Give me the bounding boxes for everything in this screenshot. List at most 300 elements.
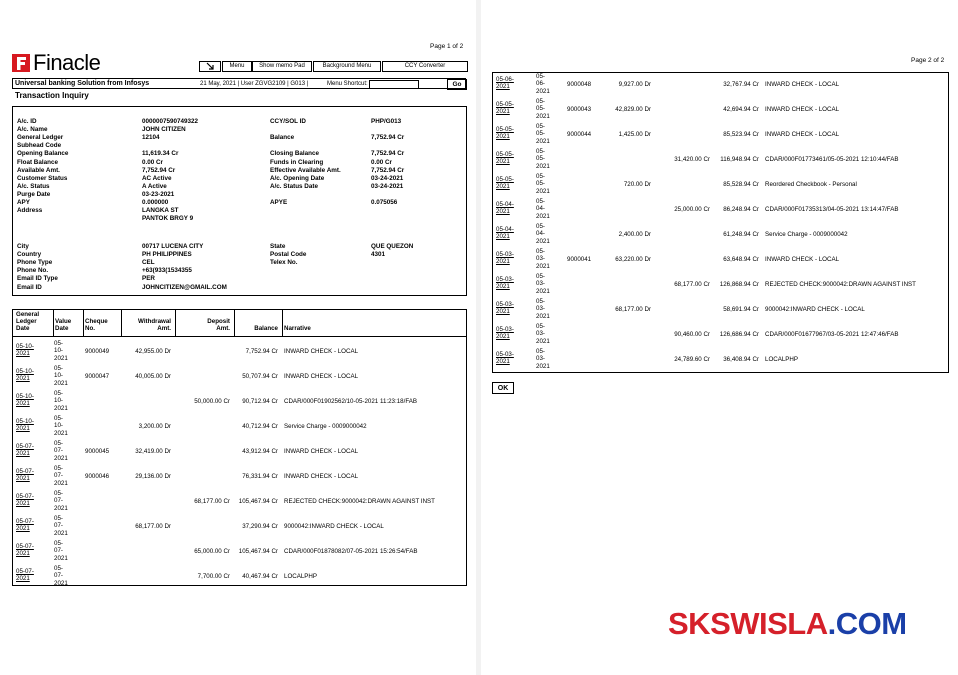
value-date: 2021 [54, 529, 68, 537]
field-label: Postal Code [270, 251, 307, 259]
withdrawal-amount: 3,200.00 Dr [138, 423, 171, 430]
table-row [493, 222, 948, 247]
field-label: APY [17, 199, 30, 206]
table-row [13, 414, 466, 439]
field-value: CEL [142, 259, 155, 267]
field-label: Email ID [17, 283, 42, 291]
narrative: LOCALPHP [284, 573, 318, 580]
arrow-button[interactable] [199, 61, 221, 72]
field-label: Subhead Code [17, 142, 62, 150]
watermark-part-2: .COM [827, 606, 907, 641]
value-date: 10- [54, 397, 63, 405]
narrative: INWARD CHECK - LOCAL [284, 373, 359, 380]
narrative: CDAR/000F01735313/04-05-2021 13:14:47/FAB [765, 206, 899, 213]
cheque-number: 9000047 [85, 373, 110, 380]
menu-shortcut-input[interactable] [369, 80, 419, 89]
narrative: INWARD CHECK - LOCAL [765, 81, 840, 88]
balance-amount: 105,467.94 Cr [238, 498, 278, 505]
value-date: 05- [54, 540, 63, 547]
gl-date-link[interactable]: 05-10- [16, 418, 34, 425]
withdrawal-amount: 32,419.00 Dr [135, 448, 171, 455]
value-date: 07- [54, 497, 63, 505]
field-label: A/c. Status Date [270, 182, 318, 190]
field-value: 00717 LUCENA CITY [142, 243, 204, 250]
field-label: Phone No. [17, 267, 49, 275]
gl-date-link[interactable]: 05-03- [496, 351, 514, 358]
balance-amount: 40,467.94 Cr [242, 573, 278, 580]
table-row [13, 464, 466, 489]
value-date: 05- [536, 130, 545, 138]
value-date: 05- [536, 155, 545, 163]
gl-date-link[interactable]: 05-07- [16, 443, 34, 450]
table-row [13, 364, 466, 389]
balance-amount: 63,648.94 Cr [723, 256, 759, 263]
gl-date-link[interactable]: 05-06- [496, 76, 514, 83]
narrative: INWARD CHECK - LOCAL [284, 473, 359, 480]
value-date: 05- [536, 273, 545, 280]
value-date: 05- [54, 565, 63, 572]
gl-date-link[interactable]: 2021 [496, 133, 510, 140]
gl-date-link[interactable]: 05-04- [496, 201, 514, 208]
narrative: LOCALPHP [765, 356, 799, 363]
watermark-part-1: SKSWISLA [668, 606, 828, 641]
account-details-panel [12, 106, 467, 296]
menu-button[interactable]: Menu [222, 61, 252, 72]
column-header-narrative: Narrative [284, 325, 311, 332]
field-value: PER [142, 275, 155, 283]
gl-date-link[interactable]: 2021 [16, 425, 30, 432]
table-row [493, 122, 948, 147]
gl-date-link[interactable]: 2021 [496, 233, 510, 240]
value-date: 2021 [536, 212, 550, 220]
value-date: 05- [54, 465, 63, 472]
column-divider [83, 310, 84, 336]
gl-date-link[interactable]: 2021 [496, 83, 510, 90]
field-value: JOHNCITIZEN@GMAIL.COM [142, 283, 227, 291]
gl-date-link[interactable]: 2021 [496, 108, 510, 115]
narrative: REJECTED CHECK:9000042:DRAWN AGAINST INST [284, 498, 435, 505]
menu-shortcut-label: Menu Shortcut: [327, 81, 368, 87]
ccy-converter-button[interactable]: CCY Converter [382, 61, 468, 72]
table-row [493, 172, 948, 197]
narrative: INWARD CHECK - LOCAL [765, 256, 840, 263]
value-date: 05- [54, 365, 63, 372]
withdrawal-amount: 1,425.00 Dr [618, 131, 651, 138]
table-row [493, 322, 948, 347]
transactions-table-page-1 [12, 309, 467, 586]
gl-date-link[interactable]: 05-03- [496, 276, 514, 283]
withdrawal-amount: 63,220.00 Dr [615, 256, 651, 263]
column-header-value-date: Value [55, 318, 72, 325]
value-date: 03- [536, 280, 545, 288]
statement-page-1 [0, 0, 476, 675]
gl-date-link[interactable]: 2021 [16, 375, 30, 382]
value-date: 07- [54, 472, 63, 480]
field-label: Available Amt. [17, 166, 60, 174]
field-label: A/c. Status [17, 182, 50, 190]
field-value: 03-23-2021 [142, 190, 175, 198]
show-memo-pad-button[interactable]: Show memo Pad [252, 61, 312, 72]
narrative: INWARD CHECK - LOCAL [765, 106, 840, 113]
table-row [493, 247, 948, 272]
table-row [493, 72, 948, 97]
table-row [13, 339, 466, 364]
field-value: 0.00 Cr [142, 158, 164, 166]
field-label: Purge Date [17, 190, 51, 198]
go-button[interactable]: Go [447, 79, 467, 90]
gl-date-link[interactable]: 2021 [496, 283, 510, 290]
balance-amount: 58,691.94 Cr [723, 306, 759, 313]
balance-amount: 43,912.94 Cr [242, 448, 278, 455]
value-date: 2021 [54, 554, 68, 562]
cheque-number: 9000044 [567, 131, 592, 138]
field-label: Funds in Clearing [270, 158, 324, 166]
field-label: Closing Balance [270, 150, 319, 158]
value-date: 05- [536, 105, 545, 113]
field-label: Telex No. [270, 259, 298, 267]
tagline: Universal banking Solution from Infosys [15, 80, 150, 87]
cheque-number: 9000043 [567, 106, 592, 113]
column-header-gl-date: Date [16, 325, 30, 332]
gl-date-link[interactable]: 05-03- [496, 301, 514, 308]
table-row [493, 347, 948, 372]
field-label: APYE [270, 199, 288, 206]
balance-amount: 85,528.94 Cr [723, 181, 759, 188]
gl-date-link[interactable]: 05-03- [496, 251, 514, 258]
statement-page-2 [481, 0, 958, 675]
column-divider [175, 310, 176, 336]
gl-date-link[interactable]: 2021 [16, 575, 30, 582]
gl-date-link[interactable]: 2021 [496, 208, 510, 215]
gl-date-link[interactable]: 05-07- [16, 518, 34, 525]
balance-amount: 126,686.94 Cr [719, 331, 759, 338]
field-value: LANGKA ST [142, 207, 179, 215]
value-date: 05- [536, 180, 545, 188]
narrative: Service Charge - 0009000042 [284, 423, 367, 430]
value-date: 03- [536, 330, 545, 338]
cheque-number: 9000049 [85, 348, 110, 355]
table-row [13, 539, 466, 564]
gl-date-link[interactable]: 05-07- [16, 468, 34, 475]
header-divider [13, 336, 466, 337]
narrative: CDAR/000F01878082/07-05-2021 15:26:54/FAB [284, 548, 418, 555]
table-row [493, 147, 948, 172]
value-date: 05- [536, 173, 545, 180]
value-date: 2021 [536, 262, 550, 270]
column-header-deposit: Deposit [207, 318, 230, 325]
withdrawal-amount: 2,400.00 Dr [618, 231, 651, 238]
gl-date-link[interactable]: 2021 [16, 450, 30, 457]
field-label: Effective Available Amt. [270, 166, 341, 174]
column-divider [53, 310, 54, 336]
gl-date-link[interactable]: 05-07- [16, 568, 34, 575]
gl-date-link[interactable]: 05-05- [496, 151, 514, 158]
deposit-amount: 24,789.60 Cr [674, 356, 710, 363]
field-label: General Ledger [17, 134, 64, 142]
gl-date-link[interactable]: 2021 [496, 333, 510, 340]
balance-amount: 90,712.94 Cr [242, 398, 278, 405]
balance-amount: 76,331.94 Cr [242, 473, 278, 480]
withdrawal-amount: 29,136.00 Dr [135, 473, 171, 480]
field-label: A/c. Opening Date [270, 174, 325, 182]
field-value: A Active [142, 182, 167, 190]
field-value: 4301 [371, 251, 386, 259]
value-date: 03- [536, 305, 545, 313]
logo-text: Finacle [33, 50, 101, 75]
value-date: 05- [536, 348, 545, 355]
value-date: 06- [536, 80, 545, 88]
field-label: Float Balance [17, 158, 58, 166]
field-value: 0.00 Cr [371, 158, 393, 166]
value-date: 05- [536, 198, 545, 205]
deposit-amount: 90,460.00 Cr [674, 331, 710, 338]
value-date: 2021 [54, 404, 68, 412]
value-date: 05- [54, 390, 63, 397]
balance-amount: 40,712.94 Cr [242, 423, 278, 430]
value-date: 03- [536, 355, 545, 363]
gl-date-link[interactable]: 2021 [496, 258, 510, 265]
narrative: 9000042:INWARD CHECK - LOCAL [284, 523, 384, 530]
page-number: Page 1 of 2 [430, 43, 464, 50]
field-value: PHP/G013 [371, 118, 402, 125]
field-value: 7,752.94 Cr [371, 134, 405, 142]
table-row [13, 389, 466, 414]
value-date: 2021 [536, 87, 550, 95]
value-date: 04- [536, 205, 545, 213]
field-label: Address [17, 207, 43, 215]
field-value: +63(933(1534355 [142, 267, 192, 275]
withdrawal-amount: 68,177.00 Dr [135, 523, 171, 530]
deposit-amount: 7,700.00 Cr [197, 573, 230, 580]
deposit-amount: 31,420.00 Cr [674, 156, 710, 163]
session-info: 21 May, 2021 | User ZGVG2109 | G013 | [200, 81, 309, 87]
gl-date-link[interactable]: 05-10- [16, 343, 34, 350]
balance-amount: 42,694.94 Cr [723, 106, 759, 113]
column-divider [121, 310, 122, 336]
value-date: 2021 [54, 579, 68, 587]
value-date: 2021 [536, 162, 550, 170]
field-label: CCY/SOL ID [270, 118, 306, 125]
value-date: 05- [536, 98, 545, 105]
table-row [13, 564, 466, 589]
narrative: 9000042:INWARD CHECK - LOCAL [765, 306, 865, 313]
column-header-gl-date: General [16, 311, 40, 318]
table-row [13, 439, 466, 464]
value-date: 07- [54, 447, 63, 455]
gl-date-link[interactable]: 05-05- [496, 101, 514, 108]
value-date: 2021 [54, 479, 68, 487]
value-date: 2021 [536, 187, 550, 195]
field-value: 7,752.94 Cr [371, 166, 405, 174]
field-value: 0.075056 [371, 199, 398, 206]
value-date: 2021 [54, 354, 68, 362]
gl-date-link[interactable]: 2021 [496, 158, 510, 165]
value-date: 2021 [536, 312, 550, 320]
cheque-number: 9000046 [85, 473, 110, 480]
arrow-icon [206, 62, 215, 70]
value-date: 10- [54, 422, 63, 430]
table-row [13, 514, 466, 539]
value-date: 05- [54, 340, 63, 347]
narrative: CDAR/000F01677967/03-05-2021 12:47:46/FAB [765, 331, 899, 338]
value-date: 05- [536, 298, 545, 305]
field-value: 7,752.94 Cr [142, 166, 176, 174]
field-value: 11,619.34 Cr [142, 150, 179, 158]
narrative: Reordered Checkbook - Personal [765, 181, 857, 188]
value-date: 05- [536, 223, 545, 230]
value-date: 2021 [536, 337, 550, 345]
balance-amount: 32,767.94 Cr [723, 81, 759, 88]
withdrawal-amount: 40,005.00 Dr [135, 373, 171, 380]
value-date: 2021 [536, 287, 550, 295]
field-label: City [17, 243, 29, 250]
gl-date-link[interactable]: 05-10- [16, 393, 34, 400]
field-label: A/c. Name [17, 126, 48, 134]
field-label: Balance [270, 134, 295, 142]
ok-button[interactable]: OK [492, 382, 514, 394]
gl-date-link[interactable]: 2021 [16, 500, 30, 507]
field-label: Email ID Type [17, 275, 58, 283]
gl-date-link[interactable]: 2021 [16, 550, 30, 557]
table-row [493, 272, 948, 297]
column-divider [234, 310, 235, 336]
value-date: 05- [54, 515, 63, 522]
narrative: INWARD CHECK - LOCAL [284, 448, 359, 455]
withdrawal-amount: 42,955.00 Dr [135, 348, 171, 355]
value-date: 2021 [536, 112, 550, 120]
session-strip [12, 78, 466, 89]
value-date: 2021 [54, 379, 68, 387]
field-value: 12104 [142, 134, 160, 142]
gl-date-link[interactable]: 05-04- [496, 226, 514, 233]
value-date: 05- [536, 123, 545, 130]
withdrawal-amount: 42,829.00 Dr [615, 106, 651, 113]
value-date: 2021 [536, 362, 550, 370]
deposit-amount: 25,000.00 Cr [674, 206, 710, 213]
cheque-number: 9000048 [567, 81, 592, 88]
field-label: Customer Status [17, 174, 68, 182]
gl-date-link[interactable]: 05-03- [496, 326, 514, 333]
narrative: CDAR/000F01902562/10-05-2021 11:23:18/FAB [284, 398, 418, 405]
narrative: REJECTED CHECK:9000042:DRAWN AGAINST INST [765, 281, 916, 288]
column-header-withdrawal: Withdrawal [138, 318, 171, 325]
deposit-amount: 50,000.00 Cr [194, 398, 230, 405]
value-date: 2021 [54, 504, 68, 512]
value-date: 05- [54, 415, 63, 422]
field-value: 03-24-2021 [371, 174, 404, 182]
cheque-number: 9000045 [85, 448, 110, 455]
value-date: 2021 [54, 429, 68, 437]
field-value: 7,752.94 Cr [371, 150, 405, 158]
value-date: 07- [54, 547, 63, 555]
field-label: State [270, 243, 286, 250]
gl-date-link[interactable]: 05-07- [16, 543, 34, 550]
cheque-number: 9000041 [567, 256, 592, 263]
column-header-cheque: No. [85, 325, 95, 332]
column-header-withdrawal: Amt. [157, 325, 171, 332]
value-date: 2021 [536, 237, 550, 245]
balance-amount: 50,707.94 Cr [242, 373, 278, 380]
value-date: 07- [54, 522, 63, 530]
page-number: Page 2 of 2 [911, 57, 945, 64]
balance-amount: 37,290.94 Cr [242, 523, 278, 530]
field-value: QUE QUEZON [371, 243, 414, 250]
gl-date-link[interactable]: 05-05- [496, 126, 514, 133]
field-label: Country [17, 251, 42, 259]
page-title: Transaction Inquiry [15, 91, 89, 100]
value-date: 05- [536, 73, 545, 80]
deposit-amount: 68,177.00 Cr [674, 281, 710, 288]
column-divider [282, 310, 283, 336]
gl-date-link[interactable]: 2021 [496, 358, 510, 365]
gl-date-link[interactable]: 2021 [496, 308, 510, 315]
field-value: PANTOK BRGY 9 [142, 215, 194, 223]
gl-date-link[interactable]: 2021 [16, 400, 30, 407]
value-date: 05- [54, 440, 63, 447]
finacle-logo-icon [12, 54, 30, 72]
gl-date-link[interactable]: 2021 [16, 475, 30, 482]
value-date: 05- [536, 148, 545, 155]
watermark [668, 606, 907, 642]
field-value: 0.000000 [142, 199, 169, 206]
column-header-value-date: Date [55, 325, 69, 332]
value-date: 2021 [54, 454, 68, 462]
narrative: Service Charge - 0009000042 [765, 231, 848, 238]
balance-amount: 85,523.94 Cr [723, 131, 759, 138]
field-value: PH PHILIPPINES [142, 251, 192, 259]
column-header-deposit: Amt. [216, 325, 230, 332]
field-value: JOHN CITIZEN [142, 126, 186, 134]
balance-amount: 105,467.94 Cr [238, 548, 278, 555]
transactions-table-page-2 [492, 72, 949, 373]
gl-date-link[interactable]: 2021 [16, 350, 30, 357]
value-date: 05- [536, 323, 545, 330]
field-value: 0000007590749322 [142, 118, 199, 125]
field-value: AC Active [142, 174, 172, 182]
balance-amount: 86,248.94 Cr [723, 206, 759, 213]
balance-amount: 61,248.94 Cr [723, 231, 759, 238]
value-date: 05- [54, 490, 63, 497]
value-date: 07- [54, 572, 63, 580]
field-label: Opening Balance [17, 150, 69, 158]
value-date: 10- [54, 347, 63, 355]
table-row [13, 489, 466, 514]
withdrawal-amount: 9,927.00 Dr [618, 81, 651, 88]
narrative: CDAR/000F01773461/05-05-2021 12:10:44/FAB [765, 156, 899, 163]
withdrawal-amount: 68,177.00 Dr [615, 306, 651, 313]
value-date: 03- [536, 255, 545, 263]
value-date: 2021 [536, 137, 550, 145]
background-menu-button[interactable]: Background Menu [313, 61, 381, 72]
value-date: 04- [536, 230, 545, 238]
column-header-cheque: Cheque [85, 318, 108, 325]
field-label: Phone Type [17, 259, 53, 267]
deposit-amount: 68,177.00 Cr [194, 498, 230, 505]
gl-date-link[interactable]: 05-07- [16, 493, 34, 500]
field-value: 03-24-2021 [371, 182, 404, 190]
balance-amount: 36,408.94 Cr [723, 356, 759, 363]
value-date: 10- [54, 372, 63, 380]
gl-date-link[interactable]: 2021 [496, 183, 510, 190]
table-row [493, 297, 948, 322]
withdrawal-amount: 720.00 Dr [623, 181, 651, 188]
gl-date-link[interactable]: 05-05- [496, 176, 514, 183]
balance-amount: 7,752.94 Cr [245, 348, 278, 355]
gl-date-link[interactable]: 2021 [16, 525, 30, 532]
gl-date-link[interactable]: 05-10- [16, 368, 34, 375]
table-row [493, 97, 948, 122]
column-header-gl-date: Ledger [16, 318, 37, 325]
